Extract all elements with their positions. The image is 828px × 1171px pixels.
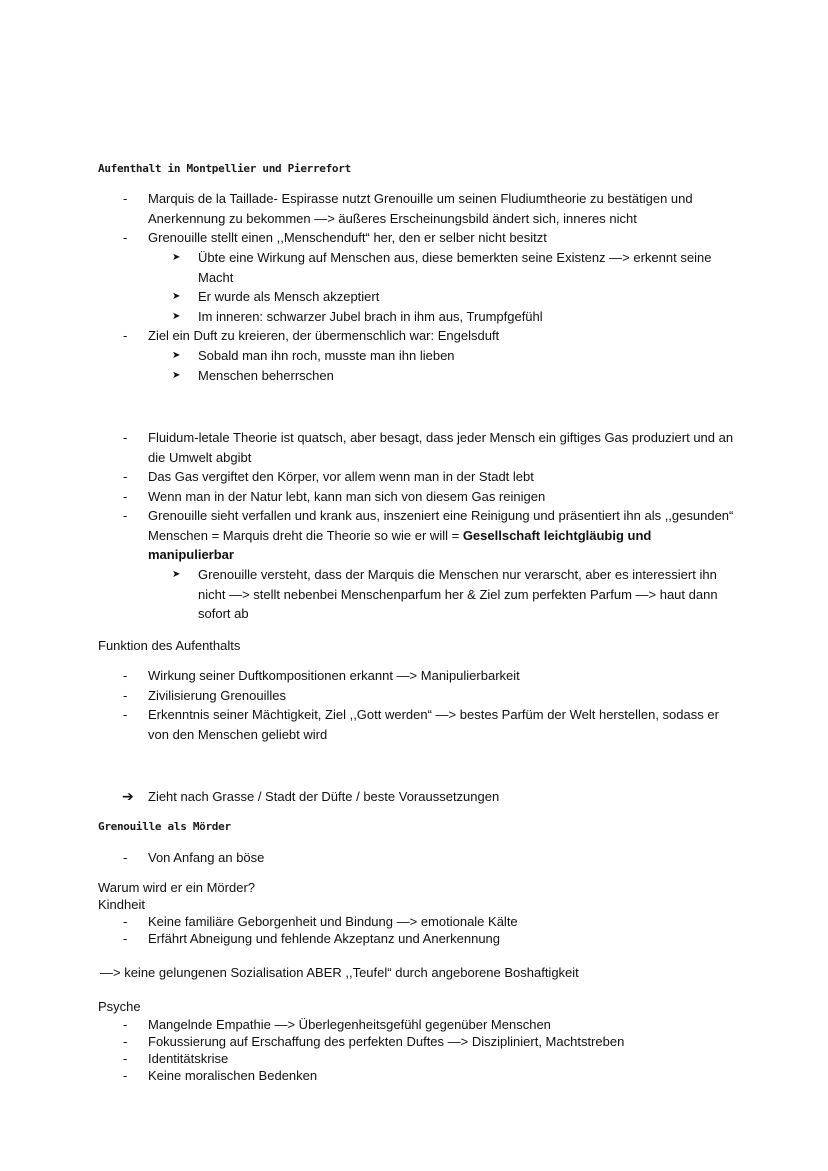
list-item: Keine moralischen Bedenken xyxy=(148,1068,318,1083)
dash-bullet: - xyxy=(123,931,128,946)
list-item: Wenn man in der Natur lebt, kann man sich von diesem Gas reinigen xyxy=(148,489,546,504)
arrowhead-bullet-icon: ➤ xyxy=(172,311,181,322)
dash-bullet: - xyxy=(123,707,128,722)
arrowhead-bullet-icon: ➤ xyxy=(172,350,181,361)
sub-list-item: Sobald man ihn roch, musste man ihn lieben xyxy=(198,348,455,363)
conclusion-item: Zieht nach Grasse / Stadt der Düfte / beste Voraussetzungen xyxy=(148,789,500,804)
list-item: Ziel ein Duft zu kreieren, der übermenschlich war: Engelsduft xyxy=(148,328,500,343)
dash-bullet: - xyxy=(123,668,128,683)
list-item: Erkenntnis seiner Mächtigkeit, Ziel ,,Gott werden“ —> bestes Parfüm der Welt herstellen, sodass er von den Menschen geliebt wird xyxy=(148,707,719,742)
subsection-title-kindheit: Kindheit xyxy=(98,897,145,912)
list-item xyxy=(148,506,738,565)
section-heading-moerder: Grenouille als Mörder xyxy=(98,820,231,833)
dash-bullet: - xyxy=(123,914,128,929)
dash-bullet: - xyxy=(123,191,128,206)
list-item: Marquis de la Taillade- Espirasse nutzt Grenouille um seinen Fludiumtheorie zu bestätigen und Anerkennung zu bekommen —> äußeres Erscheinungsbild ändert sich, inneres nicht xyxy=(148,191,693,226)
question-text: Warum wird er ein Mörder? xyxy=(98,880,256,895)
sub-list-item: Er wurde als Mensch akzeptiert xyxy=(198,289,380,304)
list-item: Wirkung seiner Duftkompositionen erkannt —> Manipulierbarkeit xyxy=(148,668,520,683)
dash-bullet: - xyxy=(123,1068,128,1083)
arrowhead-bullet-icon: ➤ xyxy=(172,252,181,263)
list-item: Von Anfang an böse xyxy=(148,850,265,865)
dash-bullet: - xyxy=(123,688,128,703)
sub-list-item: Grenouille versteht, dass der Marquis die Menschen nur verarscht, aber es interessiert ihn nicht —> stellt nebenbei Menschenparfum her & Ziel zum perfekten Parfum —> haut dann sofort ab xyxy=(198,567,718,621)
dash-bullet: - xyxy=(123,328,128,343)
subsection-title-psyche: Psyche xyxy=(98,999,141,1014)
section-heading-montpellier: Aufenthalt in Montpellier und Pierrefort xyxy=(98,162,351,175)
conclusion-text: —> keine gelungenen Sozialisation ABER ,,Teufel“ durch angeborene Boshaftigkeit xyxy=(100,965,579,980)
list-item: Das Gas vergiftet den Körper, vor allem wenn man in der Stadt lebt xyxy=(148,469,534,484)
dash-bullet: - xyxy=(123,1034,128,1049)
dash-bullet: - xyxy=(123,1017,128,1032)
dash-bullet: - xyxy=(123,508,128,523)
sub-list-item: Menschen beherrschen xyxy=(198,368,334,383)
list-item: Fluidum-letale Theorie ist quatsch, aber besagt, dass jeder Mensch ein giftiges Gas produziert und an die Umwelt abgibt xyxy=(148,430,734,465)
sub-list-item: Im inneren: schwarzer Jubel brach in ihm aus, Trumpfgefühl xyxy=(198,309,543,324)
list-item: Zivilisierung Grenouilles xyxy=(148,688,286,703)
dash-bullet: - xyxy=(123,430,128,445)
right-arrow-icon: ➔ xyxy=(122,788,134,804)
arrowhead-bullet-icon: ➤ xyxy=(172,291,181,302)
list-item-text: Grenouille sieht verfallen und krank aus, inszeniert eine Reinigung und präsentiert ihn als ,,gesunden“ Menschen = Marquis dreht die Theorie so wie er will = xyxy=(148,508,734,543)
dash-bullet: - xyxy=(123,850,128,865)
list-item: Fokussierung auf Erschaffung des perfekten Duftes —> Diszipliniert, Machtstreben xyxy=(148,1034,625,1049)
dash-bullet: - xyxy=(123,230,128,245)
sub-list-item: Übte eine Wirkung auf Menschen aus, diese bemerkten seine Existenz —> erkennt seine Macht xyxy=(198,250,712,285)
dash-bullet: - xyxy=(123,1051,128,1066)
dash-bullet: - xyxy=(123,469,128,484)
list-item: Erfährt Abneigung und fehlende Akzeptanz und Anerkennung xyxy=(148,931,501,946)
subsection-title: Funktion des Aufenthalts xyxy=(98,638,241,653)
arrowhead-bullet-icon: ➤ xyxy=(172,569,181,580)
emphasis-text: Gesellschaft leichtgläubig und manipulierbar xyxy=(148,527,652,562)
arrowhead-bullet-icon: ➤ xyxy=(172,370,181,381)
list-item: Mangelnde Empathie —> Überlegenheitsgefühl gegenüber Menschen xyxy=(148,1017,551,1032)
list-item: Keine familiäre Geborgenheit und Bindung —> emotionale Kälte xyxy=(148,914,518,929)
list-item: Grenouille stellt einen ,,Menschenduft“ her, den er selber nicht besitzt xyxy=(148,230,547,245)
list-item: Identitätskrise xyxy=(148,1051,229,1066)
dash-bullet: - xyxy=(123,489,128,504)
